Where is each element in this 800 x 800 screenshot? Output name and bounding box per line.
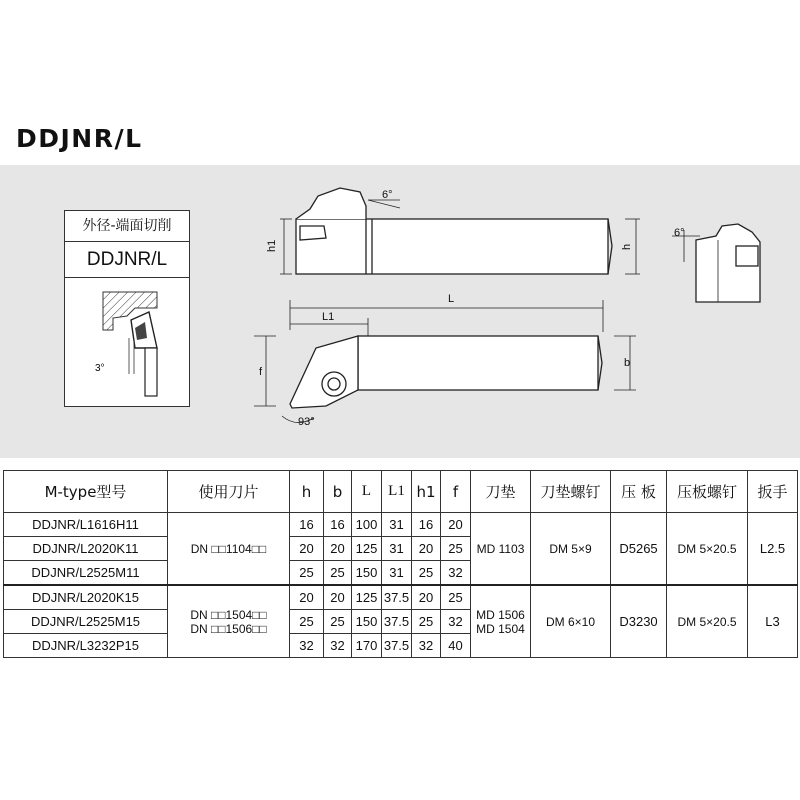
col-header: 压 板	[611, 471, 667, 513]
detail-angle-label: 3°	[95, 363, 105, 374]
h-cell: 16	[290, 513, 324, 537]
L1-cell: 37.5	[382, 610, 412, 634]
shim-line: MD 1506	[476, 607, 525, 622]
clamp-screw-cell: DM 5×20.5	[667, 585, 748, 658]
b-cell: 25	[324, 610, 352, 634]
col-header: f	[441, 471, 471, 513]
model-cell: DDJNR/L2020K15	[4, 585, 168, 610]
L1-label: L1	[322, 311, 335, 323]
shim-screw-cell: DM 5×9	[531, 513, 611, 586]
operation-info-box	[64, 210, 190, 407]
operation-caption: 外径-端面切削	[65, 211, 189, 242]
clamp-cell: D5265	[611, 513, 667, 586]
top-angle-label: 6°	[382, 189, 393, 201]
operation-code: DDJNR/L	[65, 242, 189, 278]
col-header: L1	[382, 471, 412, 513]
clamp-screw-cell: DM 5×20.5	[667, 513, 748, 586]
h-cell: 25	[290, 561, 324, 586]
clamp-cell: D3230	[611, 585, 667, 658]
L1-cell: 37.5	[382, 634, 412, 658]
table-row	[4, 513, 798, 537]
wrench-cell: L2.5	[748, 513, 798, 586]
lead-angle-label: 93°	[298, 416, 315, 428]
shim-cell: MD 1103	[471, 513, 531, 586]
h1-cell: 20	[412, 585, 441, 610]
h1-label: h1	[266, 239, 278, 252]
col-header: h	[290, 471, 324, 513]
f-cell: 32	[441, 561, 471, 586]
col-header: L	[352, 471, 382, 513]
side-angle-label: 6°	[674, 227, 685, 239]
wrench-cell: L3	[748, 585, 798, 658]
model-cell: DDJNR/L3232P15	[4, 634, 168, 658]
L1-cell: 31	[382, 537, 412, 561]
h-cell: 20	[290, 585, 324, 610]
col-header: 使用刀片	[168, 471, 290, 513]
L-cell: 125	[352, 537, 382, 561]
h1-cell: 25	[412, 610, 441, 634]
model-cell: DDJNR/L2525M15	[4, 610, 168, 634]
table-row	[4, 585, 798, 610]
insert-line: DN □□1504□□	[190, 607, 267, 622]
spec-table	[3, 470, 798, 658]
h-cell: 20	[290, 537, 324, 561]
L-label: L	[448, 293, 455, 305]
f-cell: 32	[441, 610, 471, 634]
b-cell: 32	[324, 634, 352, 658]
insert-line: DN □□1506□□	[190, 621, 267, 636]
shim-screw-cell: DM 6×10	[531, 585, 611, 658]
h1-cell: 20	[412, 537, 441, 561]
b-label: b	[624, 357, 631, 369]
f-cell: 20	[441, 513, 471, 537]
col-header: 压板螺钉	[667, 471, 748, 513]
col-header: b	[324, 471, 352, 513]
shim-line: MD 1504	[476, 621, 525, 636]
L-cell: 170	[352, 634, 382, 658]
h1-cell: 25	[412, 561, 441, 586]
operation-diagram	[65, 278, 189, 406]
model-cell: DDJNR/L2020K11	[4, 537, 168, 561]
L-cell: 125	[352, 585, 382, 610]
h1-cell: 16	[412, 513, 441, 537]
b-cell: 20	[324, 585, 352, 610]
col-header: 刀垫螺钉	[531, 471, 611, 513]
col-header: 刀垫	[471, 471, 531, 513]
model-cell: DDJNR/L2525M11	[4, 561, 168, 586]
insert-cell: DN □□1104□□	[168, 513, 290, 586]
b-cell: 20	[324, 537, 352, 561]
insert-cell	[168, 585, 290, 658]
shim-cell	[471, 585, 531, 658]
h-cell: 32	[290, 634, 324, 658]
h1-cell: 32	[412, 634, 441, 658]
L-cell: 150	[352, 561, 382, 586]
b-cell: 16	[324, 513, 352, 537]
b-cell: 25	[324, 561, 352, 586]
f-cell: 25	[441, 537, 471, 561]
L-cell: 100	[352, 513, 382, 537]
col-header: M-type型号	[4, 471, 168, 513]
model-cell: DDJNR/L1616H11	[4, 513, 168, 537]
col-header: h1	[412, 471, 441, 513]
page-title: DDJNR/L	[16, 124, 143, 153]
table-header-row	[4, 471, 798, 513]
f-cell: 25	[441, 585, 471, 610]
f-label: f	[259, 366, 263, 378]
L1-cell: 37.5	[382, 585, 412, 610]
h-label: h	[621, 243, 633, 250]
L1-cell: 31	[382, 513, 412, 537]
L-cell: 150	[352, 610, 382, 634]
f-cell: 40	[441, 634, 471, 658]
col-header: 扳手	[748, 471, 798, 513]
L1-cell: 31	[382, 561, 412, 586]
h-cell: 25	[290, 610, 324, 634]
